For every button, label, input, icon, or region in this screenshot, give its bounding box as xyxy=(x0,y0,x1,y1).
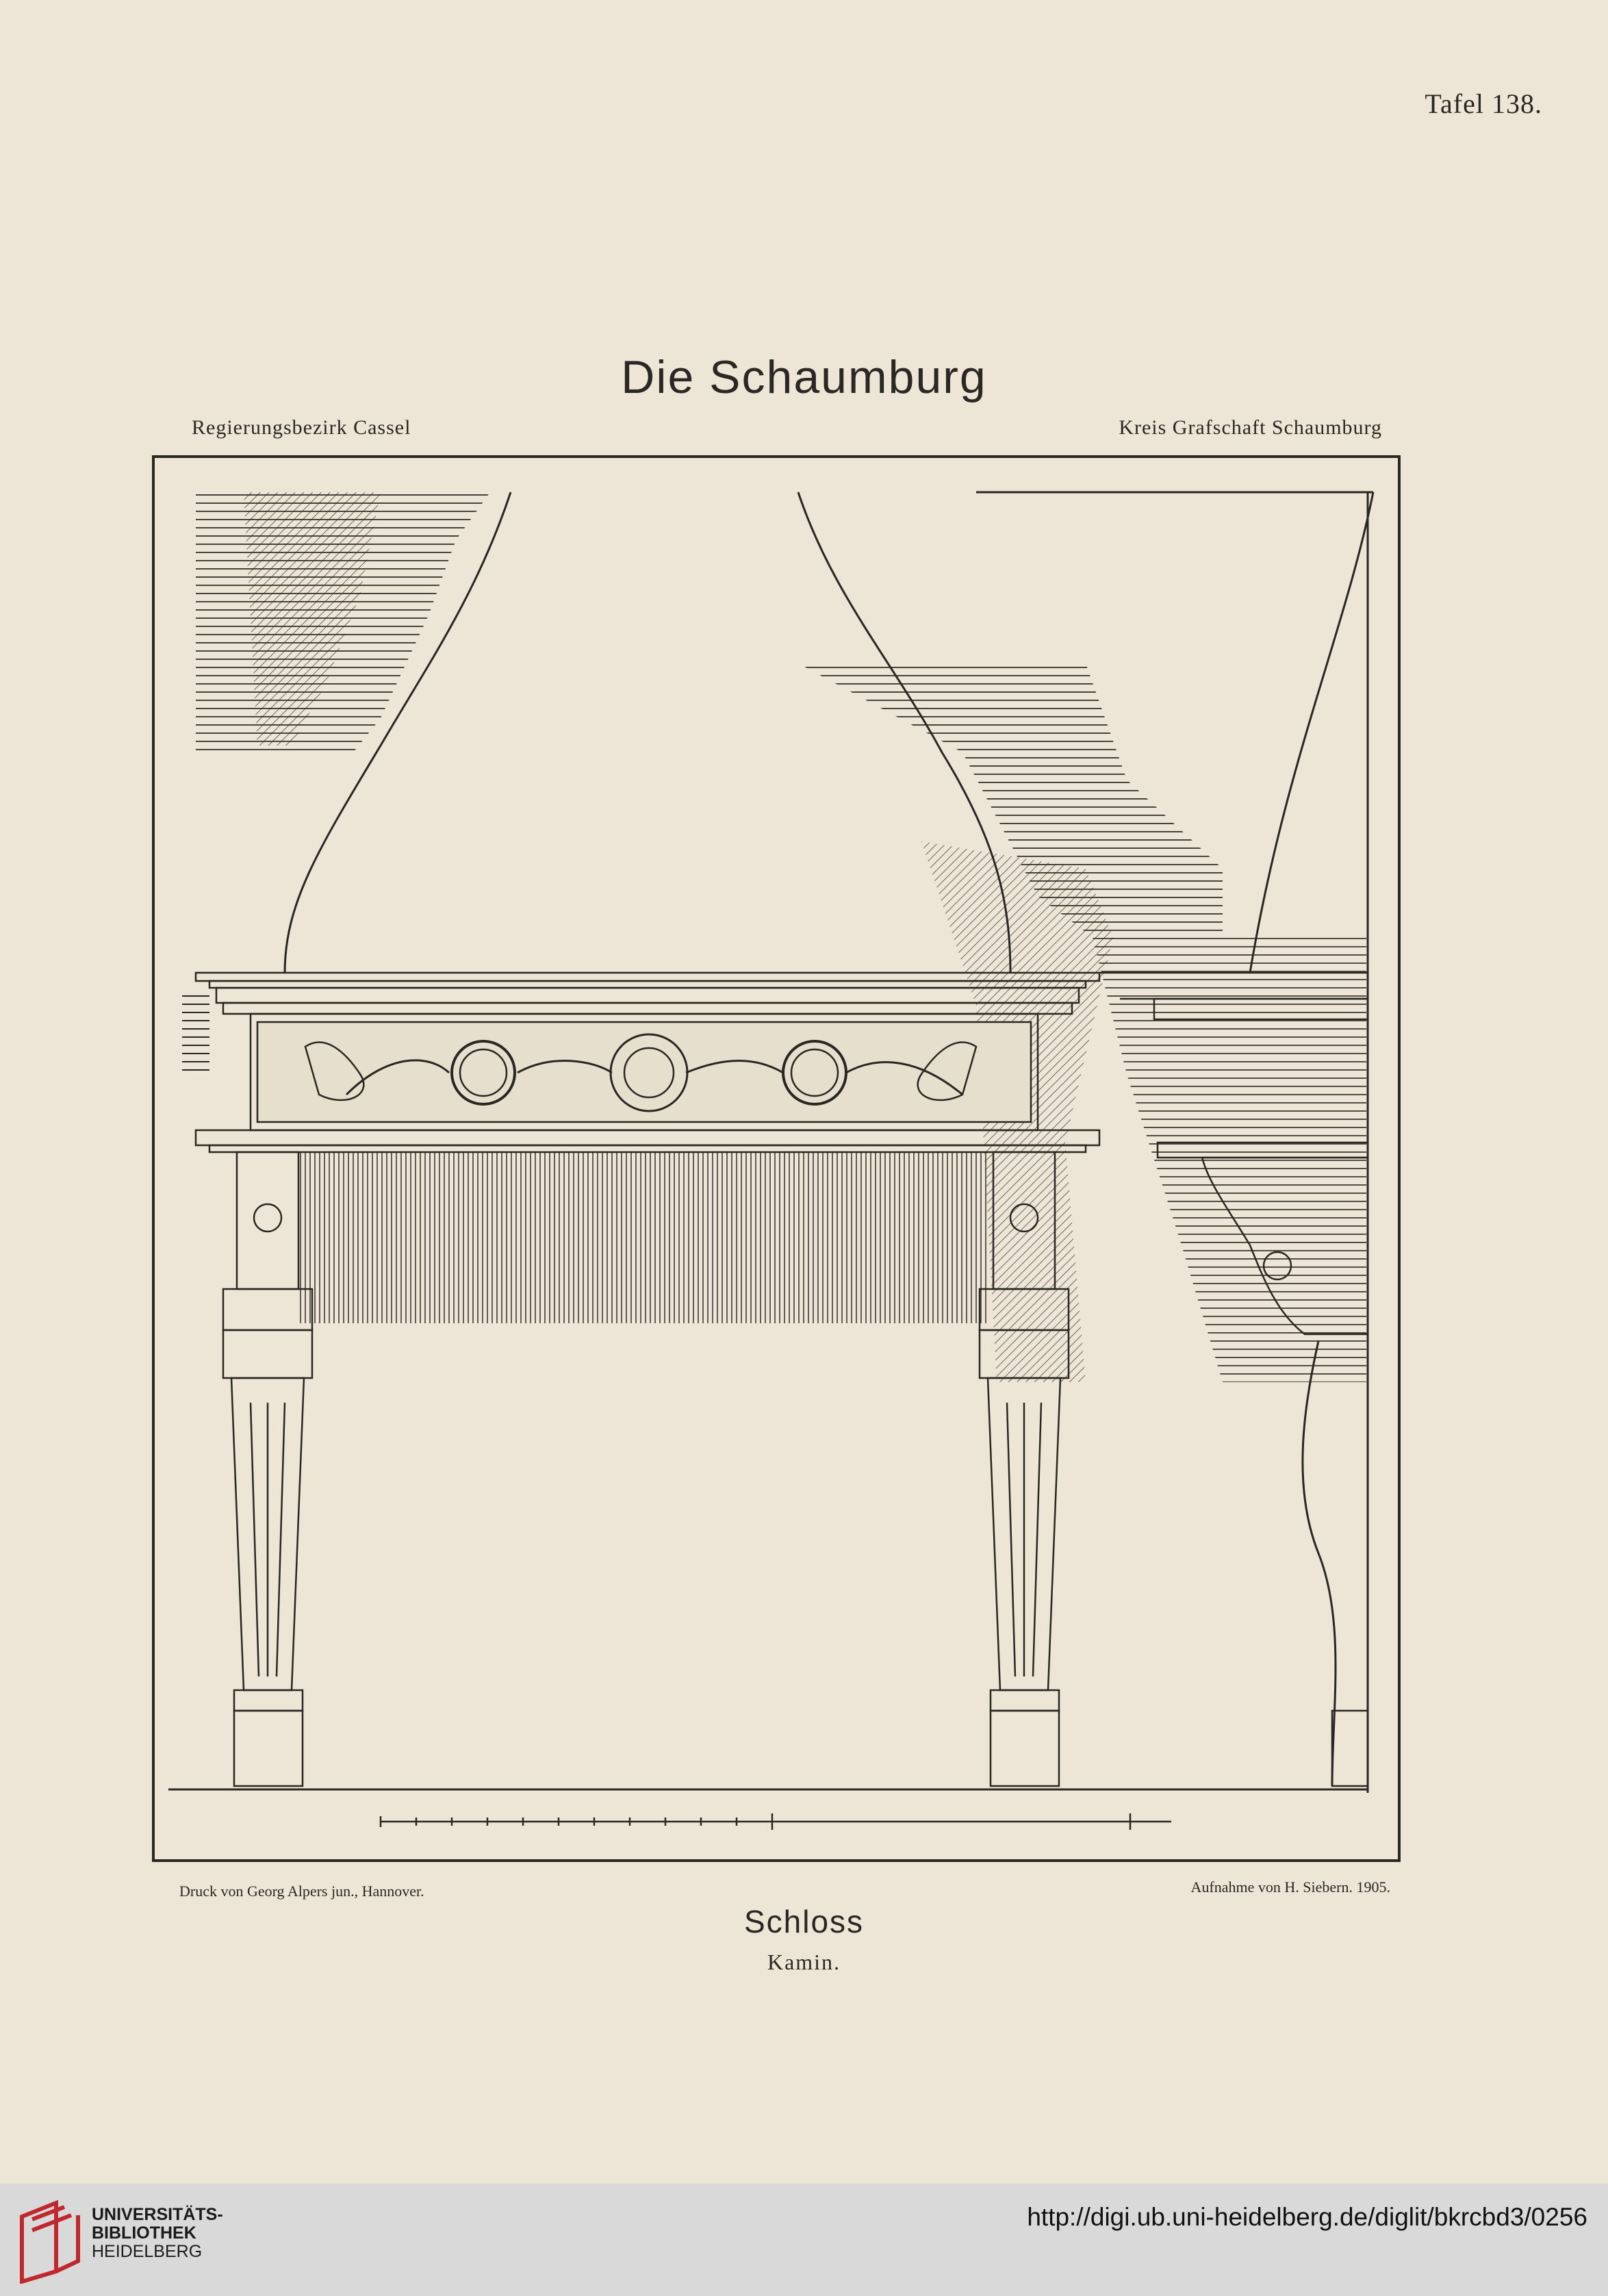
plate-number: Tafel 138. xyxy=(1425,88,1542,119)
left-column xyxy=(223,1152,312,1786)
frieze-panel xyxy=(251,1014,1038,1130)
fireplace-drawing xyxy=(155,458,1398,1859)
printer-credit: Druck von Georg Alpers jun., Hannover. xyxy=(179,1883,424,1900)
page-title: Die Schaumburg xyxy=(621,351,987,403)
library-name xyxy=(92,2206,223,2261)
region-label-right: Kreis Grafschaft Schaumburg xyxy=(1119,416,1382,439)
survey-credit: Aufnahme von H. Siebern. 1905. xyxy=(1190,1878,1390,1896)
library-name-line2: BIBLIOTHEK xyxy=(92,2223,196,2243)
firebox-shading xyxy=(298,1152,990,1323)
library-footer xyxy=(0,2184,1608,2296)
plate-subtitle: Schloss xyxy=(743,1904,865,1939)
plate-caption: Kamin. xyxy=(767,1950,841,1974)
library-logo-icon xyxy=(15,2196,84,2284)
library-name-line3: HEIDELBERG xyxy=(92,2242,203,2261)
region-label-left: Regierungsbezirk Cassel xyxy=(192,416,411,439)
source-url-link[interactable]: http://digi.ub.uni-heidelberg.de/diglit/bkrcbd3/0256 xyxy=(1027,2203,1587,2231)
scale-bar xyxy=(381,1813,1171,1830)
library-name-line1: UNIVERSITÄTS- xyxy=(92,2205,223,2224)
